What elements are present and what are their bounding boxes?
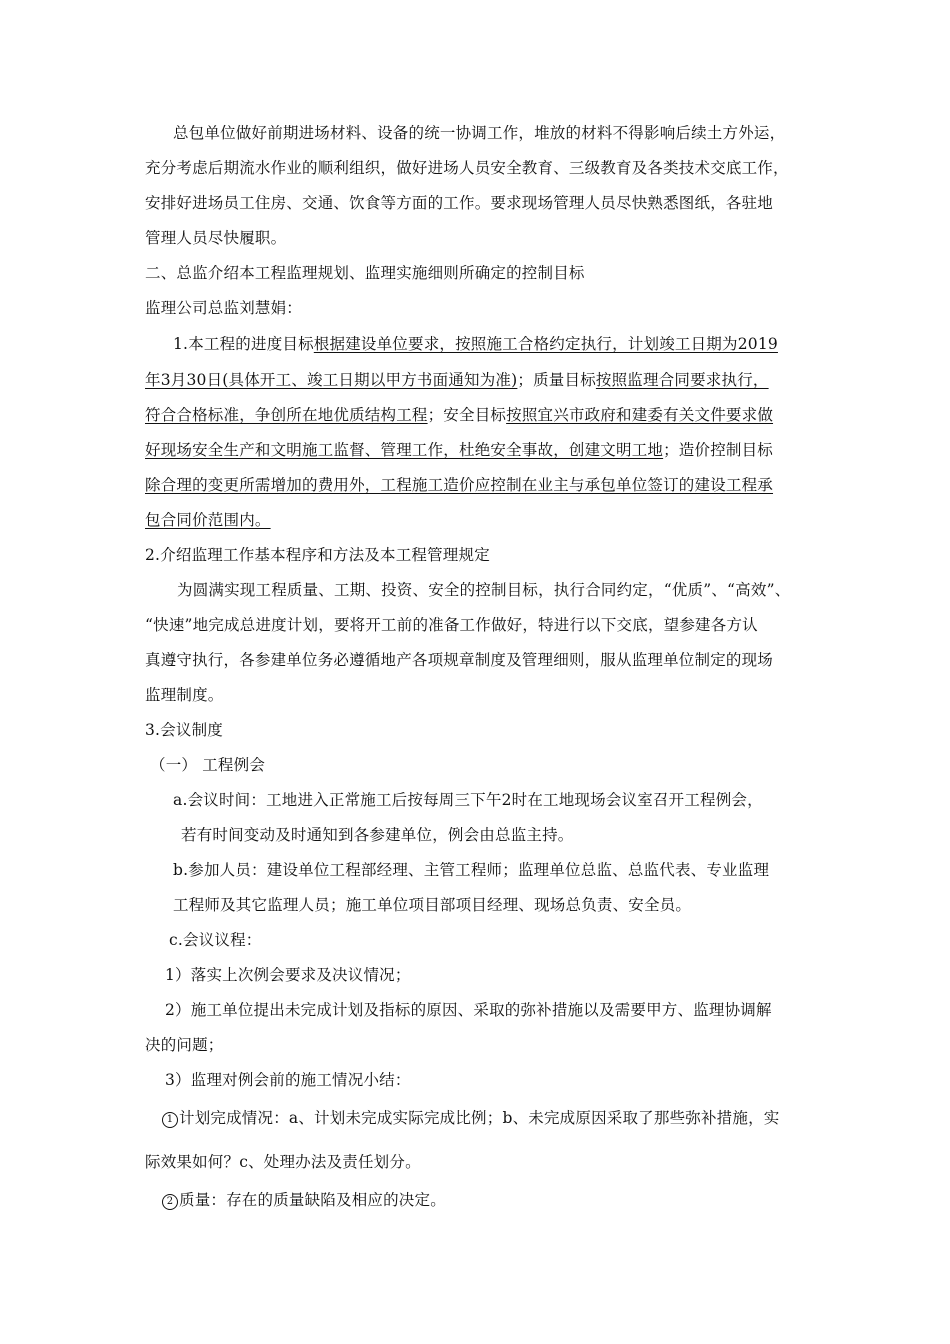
goals-text: ；造价控制目标 — [663, 441, 774, 459]
list-item: 若有时间变动及时通知到各参建单位，例会由总监主持。 — [181, 826, 574, 844]
goals-text: 1.本工程的进度目标 — [173, 335, 314, 353]
agenda-item: 3）监理对例会前的施工情况小结： — [165, 1071, 411, 1089]
paragraph-line: 监理制度。 — [145, 686, 224, 704]
section-heading: 3.会议制度 — [145, 721, 223, 739]
summary-text: 计划完成情况：a、计划未完成实际完成比例；b、未完成原因采取了那些弥补措施，实 — [179, 1109, 780, 1127]
speaker-label: 监理公司总监刘慧娟： — [145, 299, 303, 317]
agenda-item: 决的问题； — [145, 1036, 224, 1054]
list-item: a.会议时间：工地进入正常施工后按每周三下午2时在工地现场会议室召开工程例会， — [173, 791, 763, 809]
paragraph-line: 管理人员尽快履职。 — [145, 229, 287, 247]
goals-underlined-text: 年3月30日(具体开工、竣工日期以甲方书面通知为准) — [145, 371, 518, 389]
list-item: 工程师及其它监理人员；施工单位项目部项目经理、现场总负责、安全员。 — [173, 896, 692, 914]
subsection-heading: （一） 工程例会 — [150, 756, 266, 774]
goals-line — [173, 334, 838, 354]
paragraph-line: 总包单位做好前期进场材料、设备的统一协调工作，堆放的材料不得影响后续土方外运， — [173, 124, 786, 142]
section-heading: 2.介绍监理工作基本程序和方法及本工程管理规定 — [145, 546, 490, 564]
goals-underlined-text: 好现场安全生产和文明施工监督、管理工作，杜绝安全事故，创建文明工地 — [145, 441, 664, 459]
paragraph-line: 为圆满实现工程质量、工期、投资、安全的控制目标，执行合同约定，“优质”、“高效”、 — [177, 581, 791, 599]
paragraph-line: 安排好进场员工住房、交通、饮食等方面的工作。要求现场管理人员尽快熟悉图纸，各驻地 — [145, 194, 774, 212]
section-heading: 二、总监介绍本工程监理规划、监理实施细则所确定的控制目标 — [145, 264, 585, 282]
goals-text: ；质量目标 — [517, 371, 596, 389]
goals-line — [145, 370, 810, 390]
goals-underlined-text: 符合合格标准，争创所在地优质结构工程 — [145, 406, 428, 424]
goals-line — [145, 440, 810, 460]
list-item: c.会议议程： — [169, 931, 262, 949]
circled-number-1: 1 — [162, 1112, 178, 1128]
summary-item — [162, 1190, 827, 1210]
goals-text: ；安全目标 — [427, 406, 507, 424]
goals-line: 包合同价范围内。 — [145, 511, 271, 529]
list-item: b.参加人员：建设单位工程部经理、主管工程师；监理单位总监、总监代表、专业监理 — [173, 861, 770, 879]
goals-line — [145, 405, 810, 425]
summary-item: 际效果如何？c、处理办法及责任划分。 — [145, 1153, 421, 1171]
agenda-item: 1）落实上次例会要求及决议情况； — [165, 966, 411, 984]
circled-number-2: 2 — [162, 1194, 178, 1210]
summary-text: 质量：存在的质量缺陷及相应的决定。 — [179, 1191, 446, 1209]
goals-line: 除合理的变更所需增加的费用外，工程施工造价应控制在业主与承包单位签订的建设工程承 — [145, 476, 774, 494]
paragraph-line: 真遵守执行，各参建单位务必遵循地产各项规章制度及管理细则，服从监理单位制定的现场 — [145, 651, 774, 669]
summary-item — [162, 1108, 827, 1128]
paragraph-line: 充分考虑后期流水作业的顺利组织，做好进场人员安全教育、三级教育及各类技术交底工作， — [145, 159, 789, 177]
goals-underlined-text: 按照宜兴市政府和建委有关文件要求做 — [506, 406, 774, 424]
paragraph-line: “快速”地完成总进度计划，要将开工前的准备工作做好，特进行以下交底，望参建各方认 — [145, 616, 758, 634]
goals-underlined-text: 根据建设单位要求，按照施工合格约定执行，计划竣工日期为2019 — [313, 335, 778, 353]
goals-underlined-text: 按照监理合同要求执行， — [595, 371, 769, 389]
agenda-item: 2）施工单位提出未完成计划及指标的原因、采取的弥补措施以及需要甲方、监理协调解 — [165, 1001, 772, 1019]
